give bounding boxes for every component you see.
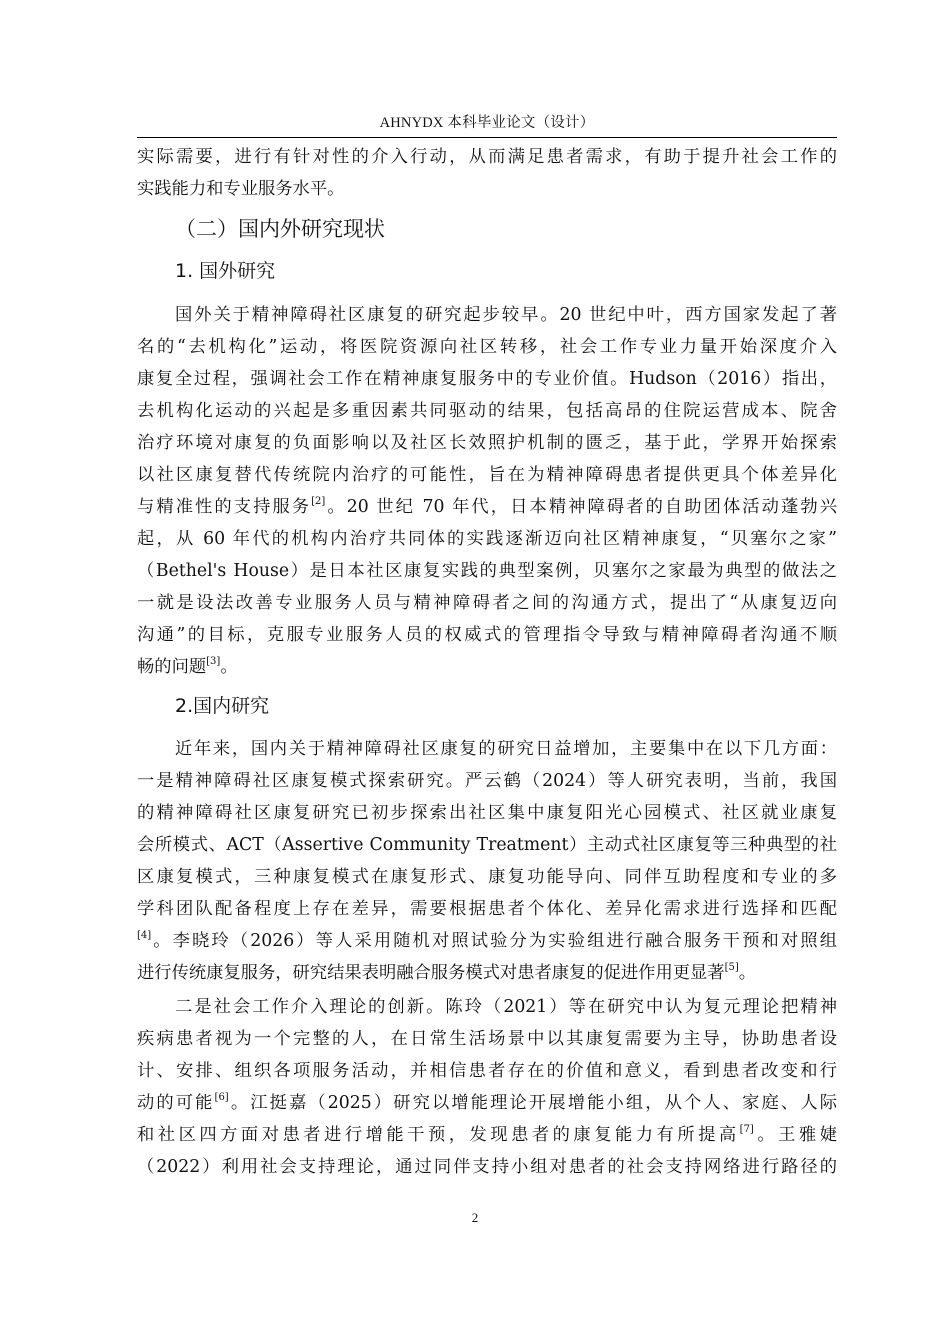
paragraph-line: 区康复模式，三种康复模式在康复形式、康复功能导向、同伴互助程度和专业的多 (137, 867, 837, 887)
paragraph-line: 疾病患者视为一个完整的人，在日常生活场景中以其康复需要为主导，协助患者设 (137, 1029, 837, 1049)
paragraph-line: 近年来，国内关于精神障碍社区康复的研究日益增加，主要集中在以下几方面： (175, 739, 837, 759)
subsection-heading-domestic: 2.国内研究 (175, 695, 270, 717)
paragraph-line: 国外关于精神障碍社区康复的研究起步较早。20 世纪中叶，西方国家发起了著 (175, 305, 837, 325)
paragraph-line: 治疗环境对康复的负面影响以及社区长效照护机制的匮乏，基于此，学界开始探索 (137, 433, 837, 453)
paragraph-line: 沟通”的目标，克服专业服务人员的权威式的管理指令导致与精神障碍者沟通不顺 (137, 625, 837, 645)
citation-mark: [3] (206, 656, 221, 668)
paragraph-line: 名的“去机构化”运动，将医院资源向社区转移，社会工作专业力量开始深度介入 (137, 337, 837, 357)
citation-mark: [7] (739, 1124, 754, 1136)
subsection-heading-foreign: 1. 国外研究 (175, 260, 276, 282)
citation-mark: [2] (311, 496, 326, 508)
paragraph-line: 以社区康复替代传统院内治疗的可能性，旨在为精神障碍患者提供更具个体差异化 (137, 465, 837, 485)
paragraph-line: 实际需要，进行有针对性的介入行动，从而满足患者需求，有助于提升社会工作的 (137, 147, 837, 167)
paragraph-line: 康复全过程，强调社会工作在精神康复服务中的专业价值。Hudson（2016）指出， (137, 369, 837, 389)
paragraph-line: （Bethel's House）是日本社区康复实践的典型案例，贝塞尔之家最为典型的做法之 (137, 561, 837, 581)
citation-mark: [6] (214, 1092, 229, 1104)
page-number: 2 (471, 1210, 479, 1225)
paragraph-line: 去机构化运动的兴起是多重因素共同驱动的结果，包括高昂的住院运营成本、院舍 (137, 401, 837, 421)
citation-mark: [5] (724, 962, 739, 974)
header-rule (137, 137, 837, 138)
section-heading: （二）国内外研究现状 (175, 217, 385, 241)
paragraph-line: 一是精神障碍社区康复模式探索研究。严云鹤（2024）等人研究表明，当前，我国 (137, 771, 837, 791)
paragraph-line: 的精神障碍社区康复研究已初步探索出社区集中康复阳光心园模式、社区就业康复 (137, 803, 837, 823)
paragraph-line: （2022）利用社会支持理论，通过同伴支持小组对患者的社会支持网络进行路径的 (137, 1157, 837, 1177)
paragraph-line: 一就是设法改善专业服务人员与精神障碍者之间的沟通方式，提出了“从康复迈向 (137, 593, 837, 613)
paragraph-line: 实践能力和专业服务水平。 (137, 179, 345, 199)
paragraph-line: 与精准性的支持服务[2]。20 世纪 70 年代，日本精神障碍者的自助团体活动蓬勃兴 (137, 496, 837, 517)
citation-mark: [4] (137, 930, 152, 942)
paragraph-line: 二是社会工作介入理论的创新。陈玲（2021）等在研究中认为复元理论把精神 (175, 997, 837, 1017)
paragraph-line: 进行传统康复服务，研究结果表明融合服务模式对患者康复的促进作用更显著[5]。 (137, 962, 757, 983)
paragraph-line: 和社区四方面对患者进行增能干预，发现患者的康复能力有所提高[7]。王雅婕 (137, 1124, 837, 1145)
paragraph-line: 畅的问题[3]。 (137, 656, 238, 677)
paragraph-line: [4]。李晓玲（2026）等人采用随机对照试验分为实验组进行融合服务干预和对照组 (137, 930, 837, 951)
paragraph-line: 学科团队配备程度上存在差异，需要根据患者个体化、差异化需求进行选择和匹配 (137, 899, 837, 919)
running-header: AHNYDX 本科毕业论文（设计） (379, 115, 595, 131)
paragraph-line: 会所模式、ACT（Assertive Community Treatment）主动式社区康复等三种典型的社 (137, 835, 837, 855)
paragraph-line: 计、安排、组织各项服务活动，并相信患者存在的价值和意义，看到患者改变和行 (137, 1061, 837, 1081)
paragraph-line: 起，从 60 年代的机构内治疗共同体的实践逐渐迈向社区精神康复，“贝塞尔之家” (137, 529, 837, 549)
paragraph-line: 动的可能[6]。江挺嘉（2025）研究以增能理论开展增能小组，从个人、家庭、人际 (137, 1092, 837, 1113)
